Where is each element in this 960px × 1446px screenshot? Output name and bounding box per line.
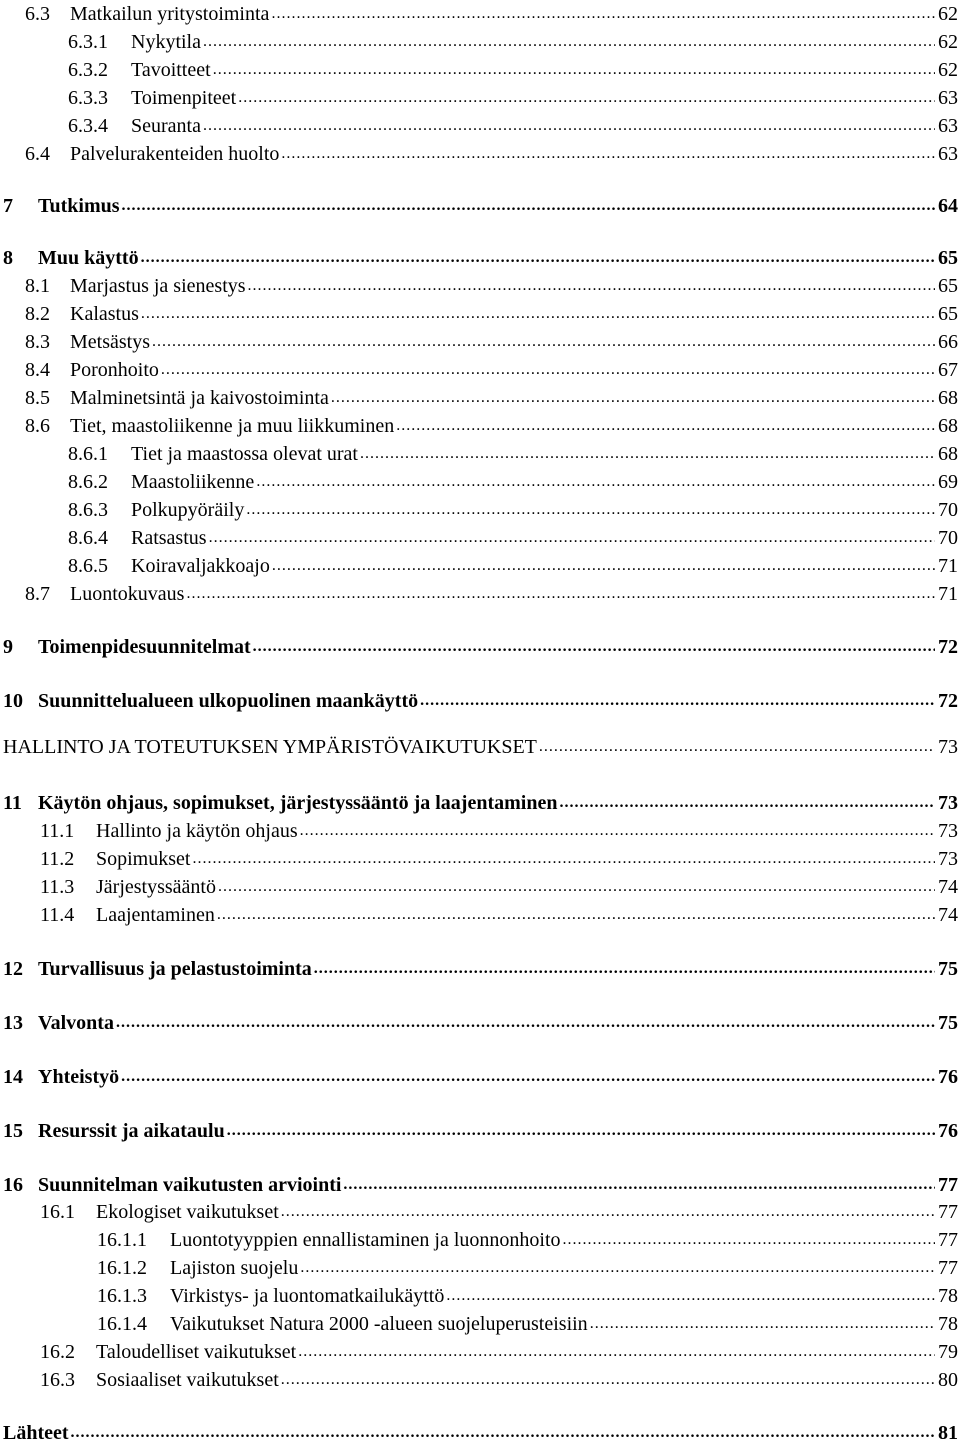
toc-entry-page: 72 [938, 636, 958, 658]
dot-leader [343, 1172, 935, 1198]
toc-entry-number: 16.2 [40, 1341, 75, 1363]
toc-entry-number: 15 [3, 1120, 23, 1142]
toc-entry-page: 62 [938, 31, 958, 53]
toc-entry-title: Hallinto ja käytön ohjaus [96, 820, 298, 842]
toc-entry[interactable] [0, 193, 960, 219]
toc-entry-title: Resurssit ja aikataulu [38, 1120, 225, 1142]
toc-entry[interactable] [0, 1, 960, 27]
toc-entry-page: 68 [938, 443, 958, 465]
toc-entry-number: 8.3 [25, 331, 50, 353]
toc-entry-number: 8 [3, 247, 13, 269]
toc-entry-number: 14 [3, 1066, 23, 1088]
toc-entry[interactable] [0, 469, 960, 495]
toc-entry[interactable] [0, 1227, 960, 1253]
toc-entry-title: Käytön ohjaus, sopimukset, järjestyssääntö ja laajentaminen [38, 792, 558, 814]
toc-entry-page: 70 [938, 527, 958, 549]
toc-entry[interactable] [0, 1283, 960, 1309]
toc-entry[interactable] [0, 634, 960, 660]
dot-leader [420, 688, 935, 714]
toc-entry-number: 6.4 [25, 143, 50, 165]
toc-entry-number: 16 [3, 1174, 23, 1196]
toc-entry-number: 11.1 [40, 820, 75, 842]
toc-entry-page: 71 [938, 555, 958, 577]
toc-entry-page: 75 [938, 1012, 958, 1034]
toc-entry-title: Tiet ja maastossa olevat urat [131, 443, 358, 465]
dot-leader [203, 113, 935, 139]
toc-entry-title: Toimenpiteet [131, 87, 237, 109]
dot-leader [121, 1064, 935, 1090]
toc-entry-page: 73 [938, 848, 958, 870]
toc-entry-title: Poronhoito [70, 359, 159, 381]
dot-leader [122, 193, 935, 219]
toc-entry-page: 79 [938, 1341, 958, 1363]
dot-leader [298, 1339, 935, 1365]
toc-entry-page: 65 [938, 247, 958, 269]
dot-leader [218, 874, 935, 900]
toc-entry-title: Toimenpidesuunnitelmat [38, 636, 251, 658]
dot-leader [248, 273, 935, 299]
toc-entry[interactable] [0, 553, 960, 579]
dot-leader [152, 329, 935, 355]
dot-leader [192, 846, 935, 872]
toc-entry-title: Polkupyöräily [131, 499, 245, 521]
dot-leader [217, 902, 935, 928]
toc-entry[interactable] [0, 441, 960, 467]
dot-leader [300, 1255, 935, 1281]
toc-entry-page: 68 [938, 387, 958, 409]
toc-entry[interactable] [0, 1420, 960, 1446]
toc-entry[interactable] [0, 141, 960, 167]
toc-entry-number: 8.6.5 [68, 555, 108, 577]
toc-entry-page: 75 [938, 958, 958, 980]
toc-entry-number: 11.2 [40, 848, 75, 870]
toc-entry-title: Malminetsintä ja kaivostoiminta [70, 387, 329, 409]
toc-entry[interactable] [0, 1199, 960, 1225]
toc-entry[interactable] [0, 301, 960, 327]
toc-entry-page: 73 [938, 820, 958, 842]
toc-entry-page: 64 [938, 195, 958, 217]
dot-leader [203, 29, 935, 55]
toc-entry[interactable] [0, 1311, 960, 1337]
toc-entry[interactable] [0, 29, 960, 55]
toc-entry-page: 69 [938, 471, 958, 493]
toc-entry-title: Kalastus [70, 303, 139, 325]
toc-entry-page: 76 [938, 1120, 958, 1142]
dot-leader [141, 245, 935, 271]
toc-entry-title: Virkistys- ja luontomatkailukäyttö [170, 1285, 445, 1307]
toc-entry-title: Ekologiset vaikutukset [96, 1201, 279, 1223]
toc-entry[interactable] [0, 902, 960, 928]
toc-entry-page: 73 [938, 792, 958, 814]
toc-entry[interactable] [0, 1339, 960, 1365]
toc-entry-title: Valvonta [38, 1012, 114, 1034]
toc-entry-page: 63 [938, 143, 958, 165]
toc-entry-page: 67 [938, 359, 958, 381]
toc-entry-page: 63 [938, 87, 958, 109]
toc-entry[interactable] [0, 497, 960, 523]
dot-leader [360, 441, 935, 467]
toc-entry-title: Tiet, maastoliikenne ja muu liikkuminen [70, 415, 395, 437]
toc-entry-page: 77 [938, 1174, 958, 1196]
toc-entry[interactable] [0, 413, 960, 439]
toc-entry-number: 16.3 [40, 1369, 75, 1391]
toc-entry-number: 8.4 [25, 359, 50, 381]
toc-entry-number: 11.4 [40, 904, 75, 926]
dot-leader [209, 525, 935, 551]
toc-entry-title: Muu käyttö [38, 247, 139, 269]
toc-entry-title: Marjastus ja sienestys [70, 275, 246, 297]
toc-entry-number: 6.3 [25, 3, 50, 25]
toc-entry-number: 8.6.4 [68, 527, 108, 549]
toc-entry[interactable] [0, 1118, 960, 1144]
toc-entry-number: 16.1.1 [97, 1229, 147, 1251]
toc-entry-page: 74 [938, 876, 958, 898]
toc-entry[interactable] [0, 846, 960, 872]
toc-entry-title: Yhteistyö [38, 1066, 120, 1088]
toc-entry-title: Järjestyssääntö [96, 876, 216, 898]
dot-leader [256, 469, 935, 495]
toc-entry[interactable] [0, 1010, 960, 1036]
toc-entry-title: HALLINTO JA TOTEUTUKSEN YMPÄRISTÖVAIKUTUKSET [3, 736, 537, 758]
toc-entry-number: 16.1.3 [97, 1285, 147, 1307]
toc-entry-page: 66 [938, 331, 958, 353]
toc-entry[interactable] [0, 1367, 960, 1393]
toc-entry[interactable] [0, 581, 960, 607]
toc-entry-title: Seuranta [131, 115, 201, 137]
dot-leader [396, 413, 935, 439]
toc-entry-title: Vaikutukset Natura 2000 -alueen suojeluperusteisiin [170, 1313, 588, 1335]
toc-entry-page: 76 [938, 1066, 958, 1088]
dot-leader [161, 357, 935, 383]
toc-entry-number: 6.3.2 [68, 59, 108, 81]
toc-entry-number: 13 [3, 1012, 23, 1034]
toc-entry-title: Nykytila [131, 31, 201, 53]
toc-entry[interactable] [0, 245, 960, 271]
toc-entry-title: Suunnitelman vaikutusten arviointi [38, 1174, 342, 1196]
dot-leader [563, 1227, 936, 1253]
toc-entry[interactable] [0, 1172, 960, 1198]
toc-entry-page: 73 [938, 736, 958, 758]
toc-entry-page: 71 [938, 583, 958, 605]
toc-entry-number: 8.6.3 [68, 499, 108, 521]
toc-entry-page: 77 [938, 1257, 958, 1279]
dot-leader [213, 57, 935, 83]
toc-entry[interactable] [0, 790, 960, 816]
toc-entry-title: Turvallisuus ja pelastustoiminta [38, 958, 312, 980]
dot-leader [246, 497, 935, 523]
toc-entry[interactable] [0, 385, 960, 411]
toc-entry-number: 6.3.3 [68, 87, 108, 109]
toc-entry[interactable] [0, 329, 960, 355]
toc-entry-title: Sosiaaliset vaikutukset [96, 1369, 279, 1391]
toc-entry-title: Koiravaljakkoajo [131, 555, 270, 577]
toc-entry[interactable] [0, 874, 960, 900]
toc-entry-number: 6.3.4 [68, 115, 108, 137]
toc-entry-number: 16.1.2 [97, 1257, 147, 1279]
toc-entry-number: 8.7 [25, 583, 50, 605]
toc-entry[interactable] [0, 688, 960, 714]
toc-entry-number: 8.6.1 [68, 443, 108, 465]
dot-leader [271, 1, 935, 27]
toc-entry[interactable] [0, 525, 960, 551]
toc-entry-number: 10 [3, 690, 23, 712]
toc-entry-title: Lajiston suojelu [170, 1257, 299, 1279]
toc-entry-title: Taloudelliset vaikutukset [96, 1341, 297, 1363]
toc-entry-number: 7 [3, 195, 13, 217]
dot-leader [227, 1118, 935, 1144]
toc-entry-page: 63 [938, 115, 958, 137]
toc-entry-number: 8.2 [25, 303, 50, 325]
dot-leader [238, 85, 935, 111]
toc-entry-number: 8.1 [25, 275, 50, 297]
toc-entry-title: Maastoliikenne [131, 471, 255, 493]
toc-entry-number: 16.1.4 [97, 1313, 147, 1335]
toc-entry-number: 9 [3, 636, 13, 658]
toc-entry[interactable] [0, 357, 960, 383]
toc-entry[interactable] [0, 273, 960, 299]
toc-entry-title: Sopimukset [96, 848, 191, 870]
toc-entry-page: 62 [938, 59, 958, 81]
toc-entry[interactable] [0, 85, 960, 111]
toc-entry-title: Tutkimus [38, 195, 120, 217]
dot-leader [253, 634, 935, 660]
toc-entry[interactable] [0, 818, 960, 844]
dot-leader [559, 790, 935, 816]
toc-entry-title: Matkailun yritystoiminta [70, 3, 270, 25]
dot-leader [281, 141, 935, 167]
toc-entry-page: 65 [938, 275, 958, 297]
dot-leader [186, 581, 935, 607]
dot-leader [590, 1311, 935, 1337]
toc-entry[interactable] [0, 57, 960, 83]
toc-entry-number: 12 [3, 958, 23, 980]
toc-entry-title: Metsästys [70, 331, 150, 353]
toc-entry-title: Lähteet [3, 1422, 69, 1444]
toc-entry-page: 81 [938, 1422, 958, 1444]
toc-entry-number: 6.3.1 [68, 31, 108, 53]
toc-entry-page: 78 [938, 1285, 958, 1307]
toc-entry-number: 11 [3, 792, 22, 814]
toc-entry-number: 16.1 [40, 1201, 75, 1223]
toc-entry-page: 72 [938, 690, 958, 712]
toc-entry-page: 65 [938, 303, 958, 325]
toc-entry-number: 8.5 [25, 387, 50, 409]
toc-entry[interactable] [0, 1255, 960, 1281]
toc-entry-page: 68 [938, 415, 958, 437]
dot-leader [331, 385, 935, 411]
dot-leader [539, 734, 935, 760]
dot-leader [141, 301, 935, 327]
toc-entry-page: 77 [938, 1229, 958, 1251]
toc-entry-page: 80 [938, 1369, 958, 1391]
toc-entry-page: 74 [938, 904, 958, 926]
toc-entry-number: 8.6 [25, 415, 50, 437]
dot-leader [314, 956, 935, 982]
dot-leader [281, 1199, 935, 1225]
dot-leader [272, 553, 935, 579]
toc-entry-title: Luontotyyppien ennallistaminen ja luonnonhoito [170, 1229, 561, 1251]
toc-entry-title: Ratsastus [131, 527, 207, 549]
toc-entry[interactable] [0, 1064, 960, 1090]
toc-entry[interactable] [0, 734, 960, 760]
toc-entry-page: 70 [938, 499, 958, 521]
toc-entry-title: Tavoitteet [131, 59, 211, 81]
toc-entry-title: Palvelurakenteiden huolto [70, 143, 280, 165]
toc-entry-page: 62 [938, 3, 958, 25]
toc-entry-number: 11.3 [40, 876, 75, 898]
toc-entry[interactable] [0, 113, 960, 139]
toc-entry-title: Luontokuvaus [70, 583, 185, 605]
toc-entry-title: Laajentaminen [96, 904, 215, 926]
dot-leader [281, 1367, 935, 1393]
toc-entry-page: 78 [938, 1313, 958, 1335]
dot-leader [71, 1420, 935, 1446]
dot-leader [446, 1283, 935, 1309]
dot-leader [116, 1010, 935, 1036]
toc-entry-number: 8.6.2 [68, 471, 108, 493]
toc-entry-page: 77 [938, 1201, 958, 1223]
toc-entry[interactable] [0, 956, 960, 982]
toc-entry-title: Suunnittelualueen ulkopuolinen maankäyttö [38, 690, 419, 712]
dot-leader [300, 818, 935, 844]
